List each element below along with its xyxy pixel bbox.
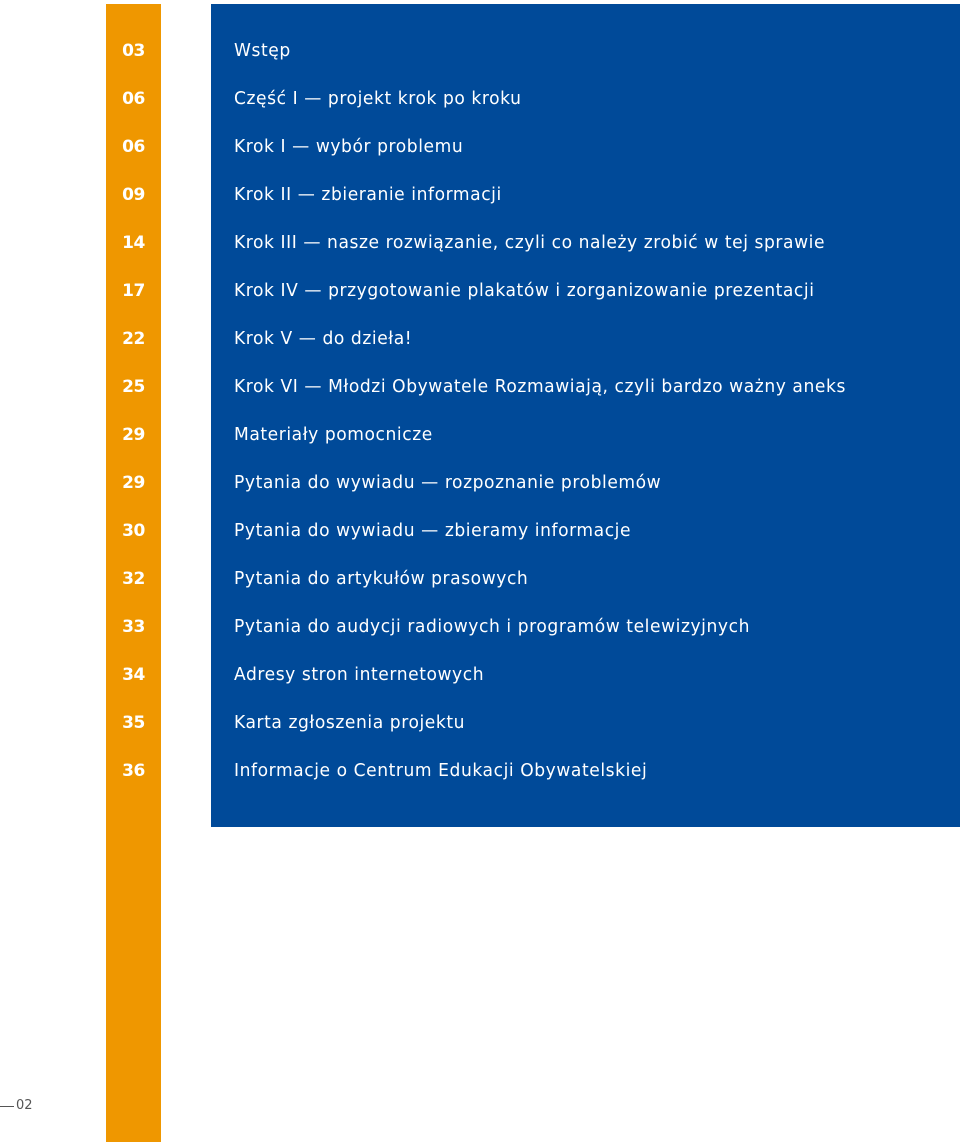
toc-page-number: 29 — [122, 473, 145, 493]
toc-entry[interactable] — [106, 315, 960, 363]
toc-title: Pytania do wywiadu — rozpoznanie problemów — [234, 472, 662, 493]
toc-title: Pytania do wywiadu — zbieramy informacje — [234, 520, 632, 541]
toc-page-number: 17 — [122, 281, 145, 301]
toc-entry[interactable] — [106, 603, 960, 651]
toc-title: Krok V — do dzieła! — [234, 328, 413, 349]
toc-title: Karta zgłoszenia projektu — [234, 712, 466, 733]
toc-entry[interactable] — [106, 123, 960, 171]
toc-page-number: 36 — [122, 761, 145, 781]
toc-page-number: 35 — [122, 713, 145, 733]
toc-title: Adresy stron internetowych — [234, 664, 485, 685]
toc-entry[interactable] — [106, 699, 960, 747]
toc-title: Wstęp — [234, 40, 291, 61]
toc-title: Krok IV — przygotowanie plakatów i zorganizowanie prezentacji — [234, 280, 815, 301]
footer-page-number: 02 — [16, 1098, 33, 1113]
toc-page-number: 30 — [122, 521, 145, 541]
toc-page-number: 06 — [122, 89, 145, 109]
toc-page-number: 34 — [122, 665, 145, 685]
toc-title: Pytania do audycji radiowych i programów telewizyjnych — [234, 616, 750, 637]
toc-title: Krok VI — Młodzi Obywatele Rozmawiają, czyli bardzo ważny aneks — [234, 376, 846, 397]
toc-title: Informacje o Centrum Edukacji Obywatelskiej — [234, 760, 648, 781]
toc-entry[interactable] — [106, 171, 960, 219]
toc-title: Materiały pomocnicze — [234, 424, 433, 445]
toc-entry[interactable] — [106, 219, 960, 267]
toc-entry[interactable] — [106, 507, 960, 555]
toc-title: Pytania do artykułów prasowych — [234, 568, 529, 589]
toc-page-number: 09 — [122, 185, 145, 205]
toc-entry[interactable] — [106, 75, 960, 123]
toc-entry[interactable] — [106, 555, 960, 603]
toc-entry[interactable] — [106, 459, 960, 507]
toc-entry[interactable] — [106, 651, 960, 699]
toc-entry[interactable] — [106, 363, 960, 411]
footer-rule — [0, 1106, 14, 1107]
toc-page-number: 03 — [122, 41, 145, 61]
toc-title: Krok II — zbieranie informacji — [234, 184, 502, 205]
toc-entry[interactable] — [106, 27, 960, 75]
toc-page-number: 22 — [122, 329, 145, 349]
toc-title: Krok I — wybór problemu — [234, 136, 464, 157]
toc-page-number: 14 — [122, 233, 145, 253]
toc-page-number: 25 — [122, 377, 145, 397]
toc-page-number: 29 — [122, 425, 145, 445]
toc-page-number: 32 — [122, 569, 145, 589]
toc-page-number: 33 — [122, 617, 145, 637]
toc-entry[interactable] — [106, 267, 960, 315]
toc-entry[interactable] — [106, 747, 960, 795]
toc-page-number: 06 — [122, 137, 145, 157]
toc-title: Krok III — nasze rozwiązanie, czyli co należy zrobić w tej sprawie — [234, 232, 826, 253]
toc-entry[interactable] — [106, 411, 960, 459]
toc-title: Część I — projekt krok po kroku — [234, 88, 522, 109]
